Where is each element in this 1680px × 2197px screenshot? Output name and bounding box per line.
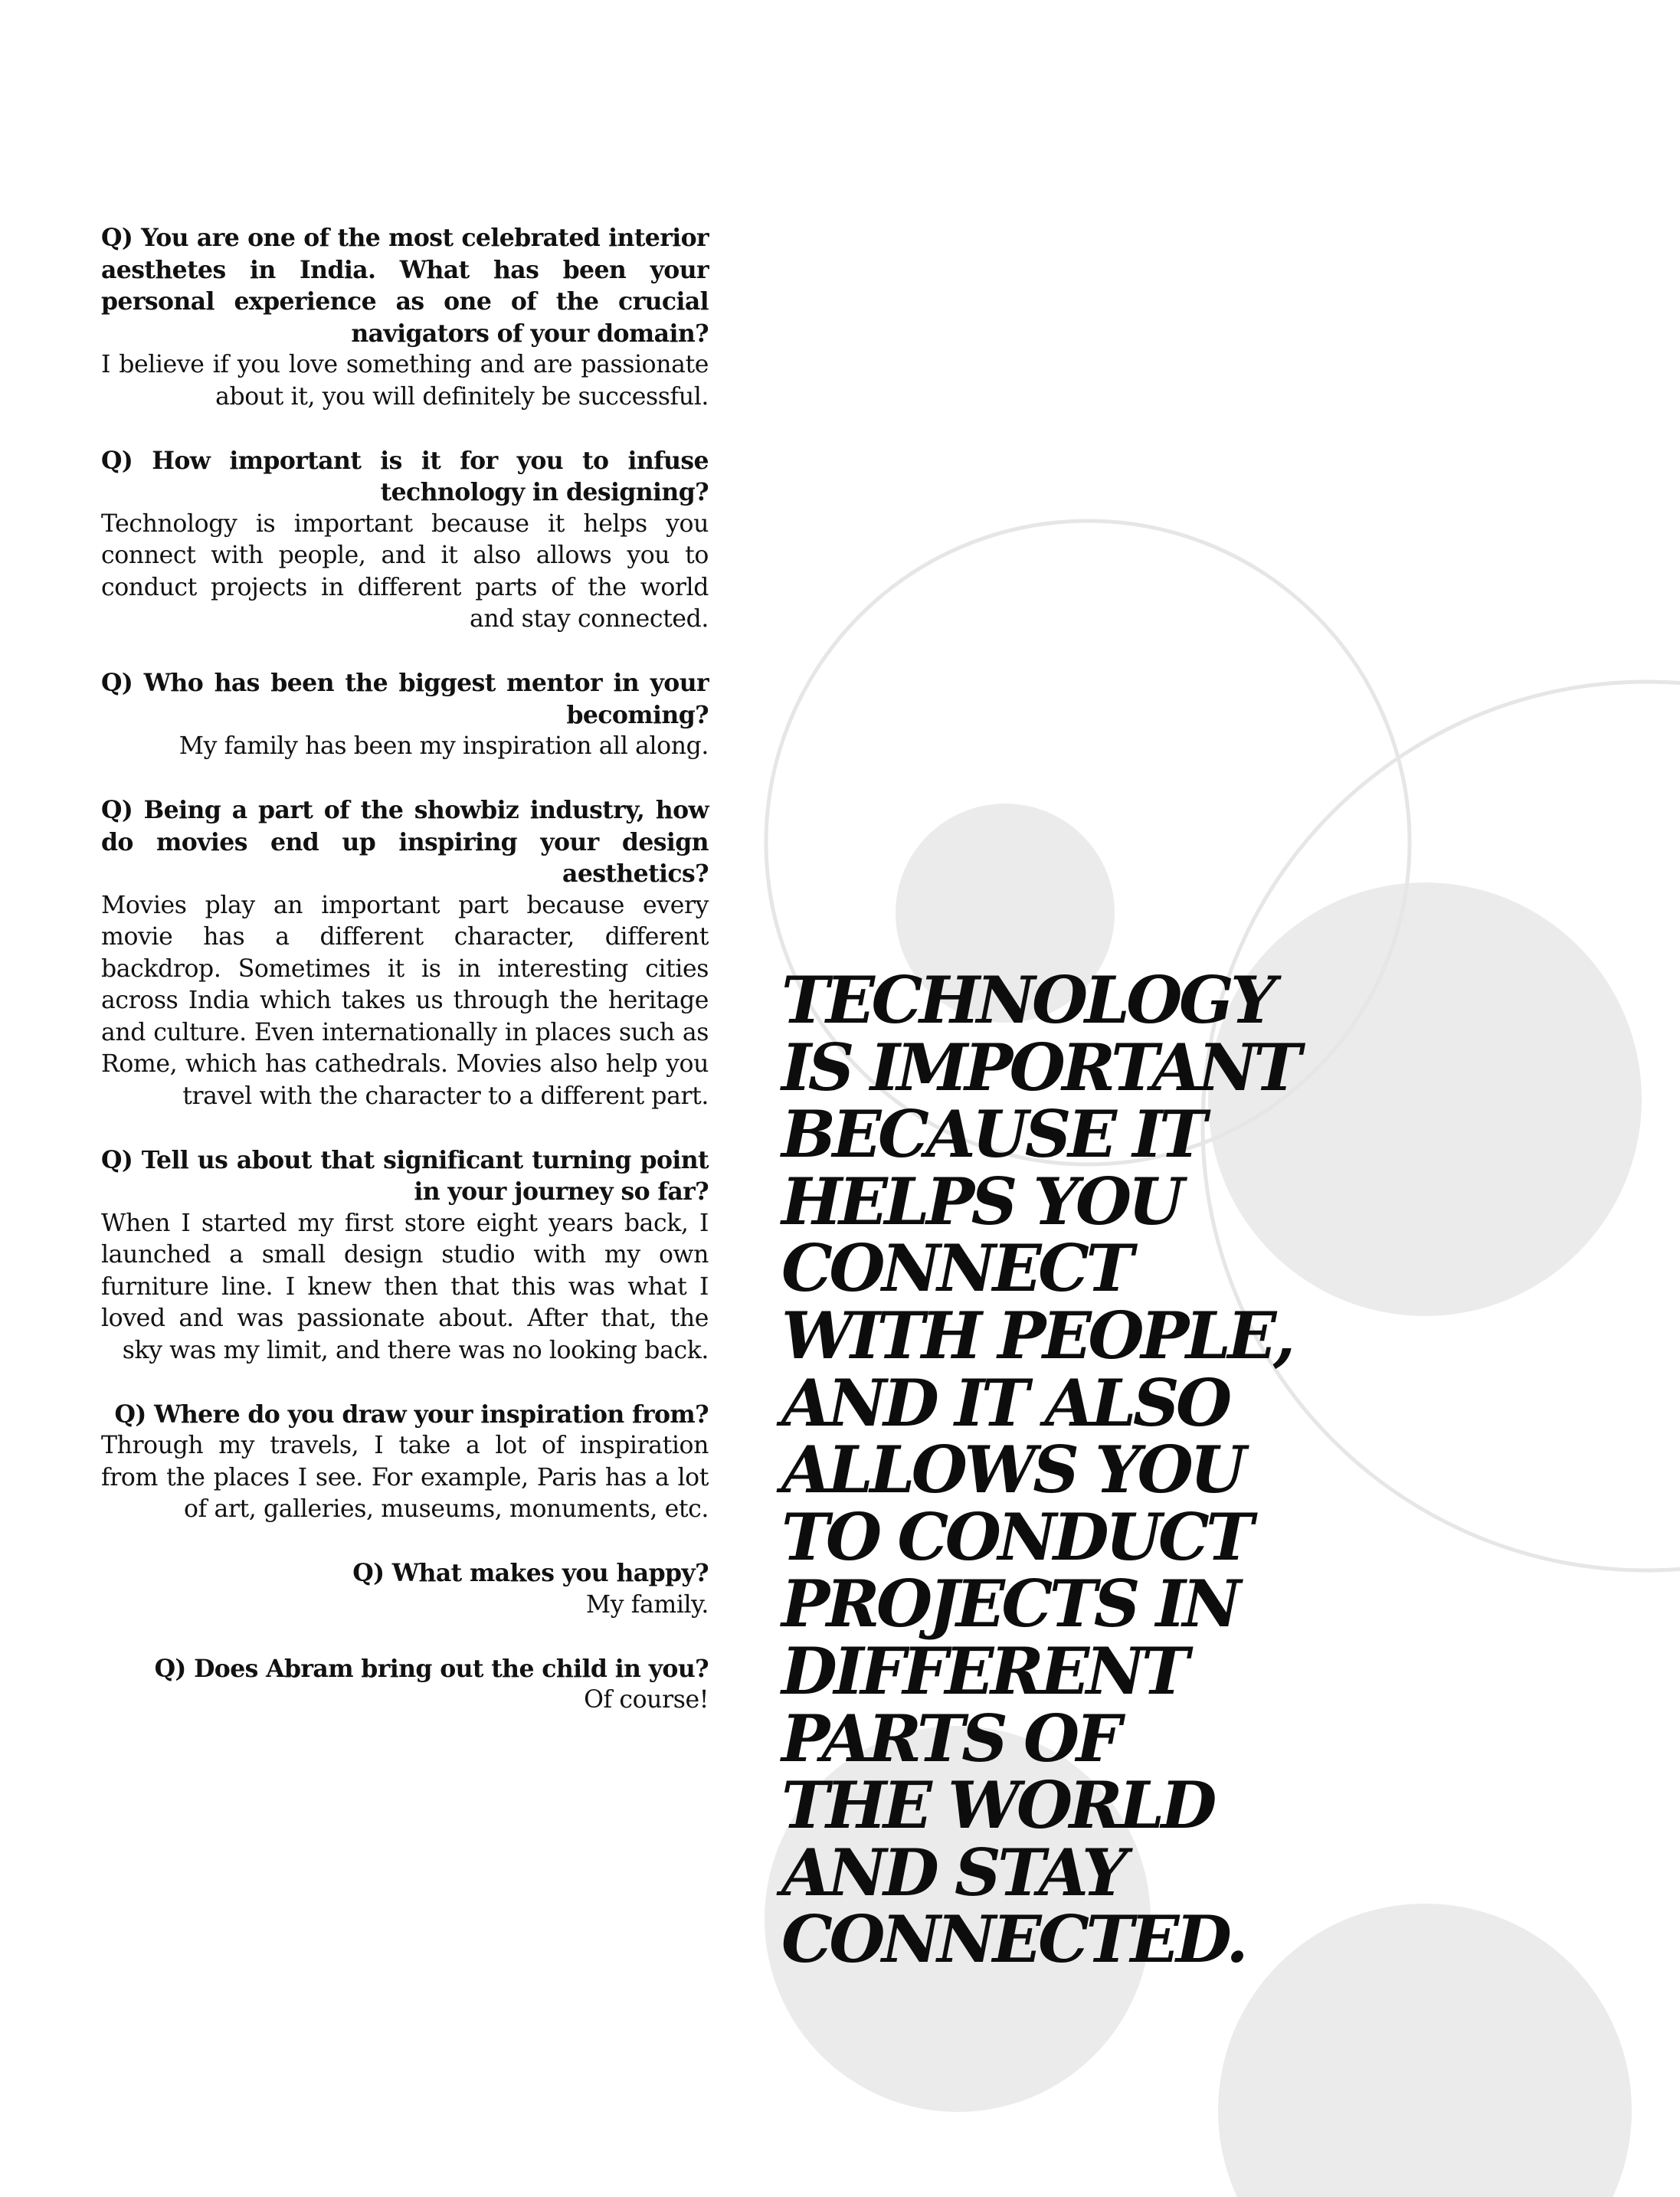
qa-item (101, 1557, 709, 1621)
interview-question: Q) Being a part of the showbiz industry, how do movies end up inspiring your design aesthetics? (101, 796, 709, 888)
pull-quote-line: PARTS OF (781, 1700, 1118, 1776)
qa-item (101, 667, 709, 763)
interview-answer: When I started my first store eight years back, I launched a small design studio with my own furniture line. I knew then that this was what I loved and was passionate about. After that, the sky was my limit, and there was no looking back. (101, 1209, 709, 1364)
pull-quote-line: PROJECTS IN (781, 1566, 1238, 1642)
pull-quote-line: HELPS YOU (781, 1163, 1181, 1239)
pull-quote-line: WITH PEOPLE, (781, 1297, 1292, 1374)
interview-answer: I believe if you love something and are passionate about it, you will definitely be successful. (101, 351, 709, 411)
pull-quote-line: CONNECT (781, 1230, 1131, 1307)
pull-quote-line: IS IMPORTANT (781, 1029, 1298, 1105)
qa-item (101, 794, 709, 1112)
pull-quote-line: DIFFERENT (781, 1632, 1187, 1709)
pull-quote-line: ALLOWS YOU (781, 1432, 1243, 1508)
pull-quote-line: TECHNOLOGY (781, 962, 1273, 1038)
qa-item (101, 1653, 709, 1717)
interview-answer: Through my travels, I take a lot of inspiration from the places I see. For example, Paris has a lot of art, galleries, museums, monuments, etc. (101, 1432, 709, 1523)
interview-question: Q) Who has been the biggest mentor in your becoming? (101, 669, 709, 729)
interview-answer: My family. (585, 1590, 709, 1619)
interview-column (101, 222, 709, 1748)
pull-quote-line: AND STAY (781, 1834, 1125, 1911)
interview-question: Q) What makes you happy? (352, 1559, 709, 1587)
qa-item (101, 1144, 709, 1367)
pull-quote-line: BECAUSE IT (781, 1096, 1204, 1173)
interview-question: Q) Tell us about that significant turning point in your journey so far? (101, 1145, 709, 1206)
pull-quote-line: THE WORLD (781, 1767, 1213, 1844)
pull-quote-line: TO CONDUCT (781, 1498, 1251, 1575)
interview-question: Q) Where do you draw your inspiration from? (114, 1400, 709, 1429)
interview-answer: Technology is important because it helps you connect with people, and it also allows you to conduct projects in different parts of the world and stay connected. (101, 509, 709, 633)
interview-answer: My family has been my inspiration all along. (178, 732, 709, 760)
interview-answer: Of course! (584, 1686, 709, 1714)
pull-quote-line: AND IT ALSO (781, 1364, 1229, 1441)
interview-answer: Movies play an important part because every movie has a different character, different backdrop. Sometimes it is in interesting cities across India which takes us through the heritage and culture. Even internationally in places such as Rome, which has cathedrals. Movies also help you travel with the character to a different part. (101, 891, 709, 1110)
qa-item (101, 222, 709, 413)
interview-question: Q) You are one of the most celebrated interior aesthetes in India. What has been your personal experience as one of the crucial navigators of your domain? (101, 224, 709, 348)
qa-item (101, 445, 709, 636)
interview-question: Q) Does Abram bring out the child in you? (154, 1654, 709, 1683)
pull-quote (781, 962, 1302, 1978)
qa-item (101, 1399, 709, 1526)
interview-question: Q) How important is it for you to infuse technology in designing? (101, 446, 709, 506)
pull-quote-line: CONNECTED. (781, 1901, 1246, 1978)
